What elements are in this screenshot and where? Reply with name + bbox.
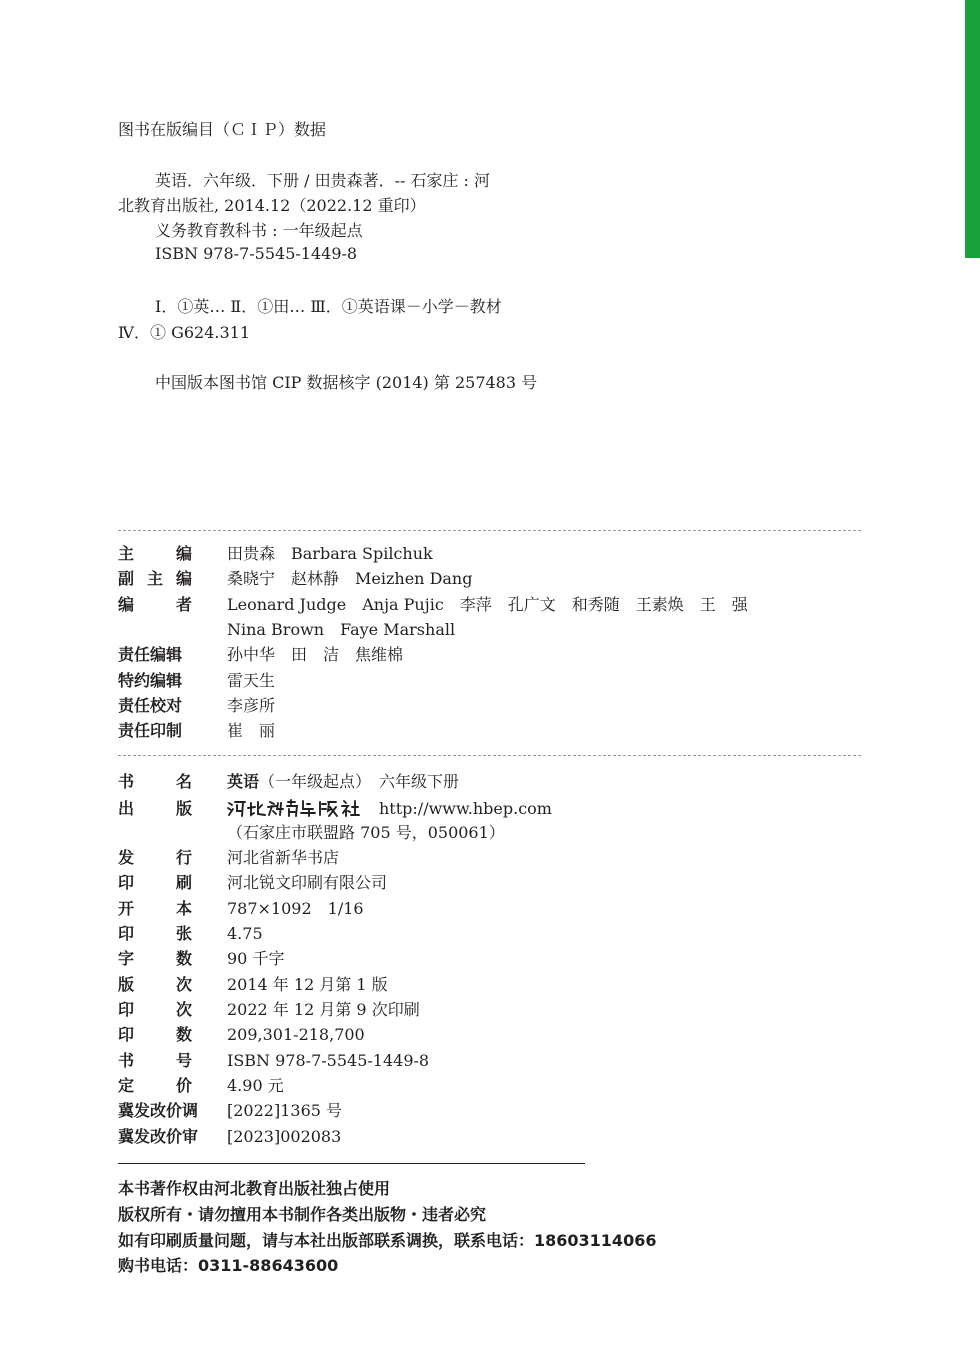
pub-value: ISBN 978-7-5545-1449-8 <box>227 1051 430 1070</box>
credit-value: Leonard Judge Anja Pujic 李萍 孔广文 和秀随 王素焕 王 强 <box>227 595 748 614</box>
pub-value: 4.75 <box>227 924 263 943</box>
pub-value <box>227 769 459 795</box>
pub-label: 版 次 <box>118 975 192 994</box>
pub-value: 河北省新华书店 <box>227 848 340 867</box>
pub-label: 字 数 <box>118 949 192 968</box>
cip-line-4: ISBN 978-7-5545-1449-8 <box>155 244 358 263</box>
book-name-bold: 英语 <box>227 772 260 791</box>
cip-line-7: 中国版本图书馆 CIP 数据核字 (2014) 第 257483 号 <box>155 373 538 392</box>
cip-title: 图书在版编目（ＣＩＰ）数据 <box>118 120 327 139</box>
credit-value: 田贵森 Barbara Spilchuk <box>227 544 433 563</box>
pub-value: 2022 年 12 月第 9 次印刷 <box>227 1000 420 1019</box>
pub-value: 4.90 元 <box>227 1076 284 1095</box>
pub-label: 印 刷 <box>118 873 192 892</box>
credit-label: 责任校对 <box>118 696 183 715</box>
credit-label: 责任编辑 <box>118 645 183 664</box>
credit-value: 雷天生 <box>227 671 276 690</box>
pub-value: [2022]1365 号 <box>227 1101 343 1120</box>
pub-label: 印 数 <box>118 1025 192 1044</box>
credit-value: 李彦所 <box>227 696 276 715</box>
pub-value: [2023]002083 <box>227 1127 342 1146</box>
rights-reserved-notice: 版权所有・请勿擅用本书制作各类出版物・违者必究 <box>118 1205 487 1224</box>
credit-value: Nina Brown Faye Marshall <box>227 620 456 639</box>
pub-label: 印 次 <box>118 1000 192 1019</box>
green-edge-bar <box>965 0 980 258</box>
credit-label: 特约编辑 <box>118 671 183 690</box>
pub-value: 河北锐文印刷有限公司 <box>227 873 388 892</box>
pub-label: 开 本 <box>118 899 192 918</box>
cip-line-5: Ⅰ．①英… Ⅱ．①田… Ⅲ．①英语课－小学－教材 <box>155 297 502 316</box>
quality-contact: 如有印刷质量问题，请与本社出版部联系调换，联系电话：18603114066 <box>118 1231 657 1250</box>
cip-line-1: 英语．六年级．下册 / 田贵森著．-- 石家庄 : 河 <box>155 171 491 190</box>
cip-line-6: Ⅳ．① G624.311 <box>118 323 251 342</box>
pub-value: 209,301-218,700 <box>227 1025 365 1044</box>
purchase-phone: 购书电话：0311-88643600 <box>118 1256 339 1275</box>
pub-label: 发 行 <box>118 848 192 867</box>
pub-value: 2014 年 12 月第 1 版 <box>227 975 388 994</box>
pub-label: 冀发改价审 <box>118 1127 199 1146</box>
credit-value: 桑晓宁 赵林静 Meizhen Dang <box>227 569 473 588</box>
pub-label: 书 名 <box>118 772 192 791</box>
publisher-logo-icon <box>227 799 373 817</box>
pub-label: 出 版 <box>118 799 192 818</box>
credit-value: 孙中华 田 洁 焦维棉 <box>227 645 404 664</box>
publisher-address: （石家庄市联盟路 705 号，050061） <box>227 823 505 842</box>
divider-bottom <box>118 1163 585 1164</box>
pub-value <box>227 796 552 822</box>
pub-label: 书 号 <box>118 1051 192 1070</box>
pub-value: 787×1092 1/16 <box>227 899 364 918</box>
cip-line-2: 北教育出版社, 2014.12（2022.12 重印） <box>118 196 426 215</box>
credit-value: 崔 丽 <box>227 721 276 740</box>
book-name-rest: （一年级起点） 六年级下册 <box>259 772 460 791</box>
cip-line-3: 义务教育教科书 : 一年级起点 <box>155 221 363 240</box>
divider-top <box>118 530 861 531</box>
divider-middle <box>118 755 861 756</box>
pub-label: 印 张 <box>118 924 192 943</box>
credit-label: 副 主 编 <box>118 569 192 588</box>
credit-label: 编 者 <box>118 595 192 614</box>
pub-label: 定 价 <box>118 1076 192 1095</box>
pub-label: 冀发改价调 <box>118 1101 199 1120</box>
publisher-url: http://www.hbep.com <box>379 799 552 818</box>
pub-value: 90 千字 <box>227 949 285 968</box>
credit-label: 责任印制 <box>118 721 183 740</box>
credit-label: 主 编 <box>118 544 192 563</box>
copyright-notice: 本书著作权由河北教育出版社独占使用 <box>118 1179 391 1198</box>
